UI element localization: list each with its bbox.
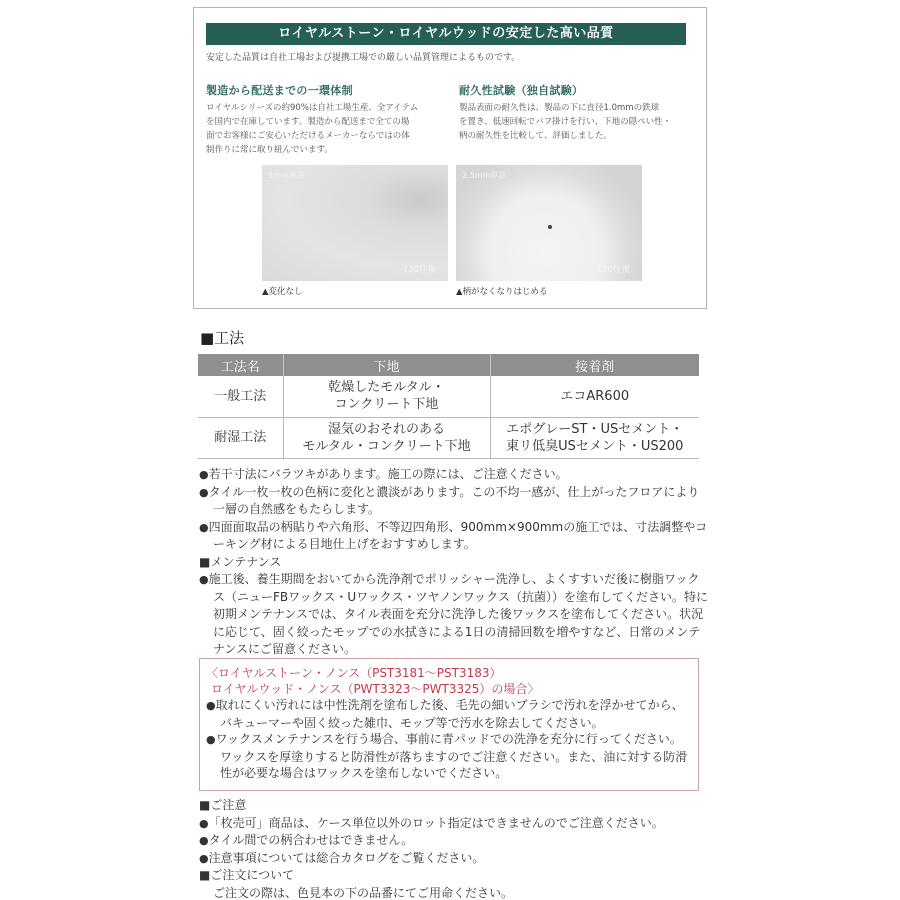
manufacturing-text: ロイヤルシリーズの約90%は自社工場生産、全アイテム を国内で在庫しています。製造から配送まで全ての場 面でお客様にご安心いただけるメーカーならではの体 制作りに常に取り組んでいます。: [206, 103, 419, 155]
bullet-icon: [206, 698, 216, 712]
method-section-title: ■工法: [200, 329, 245, 347]
caution-item: ● タイル間での柄合わせはできません。: [199, 832, 709, 850]
caution-item: ● 「枚売可」商品は、ケース単位以外のロット指定はできませんのでご注意ください。: [199, 815, 709, 833]
header-base: 下地: [283, 354, 490, 376]
manufacturing-heading: 製造から配送までの一環体制: [206, 84, 353, 97]
order-text: ご注文の際は、色見本の下の品番にてご用命ください。: [213, 885, 514, 900]
adhesive-cell: エコAR600: [490, 376, 699, 417]
header-adhesive: 接着剤: [490, 354, 699, 376]
maintenance-title: ■メンテナンス: [199, 554, 282, 569]
durability-heading: 耐久性試験（独自試験）: [459, 84, 584, 97]
sample-cycles-label: 130往復: [596, 265, 630, 275]
quality-panel: [193, 7, 707, 309]
maintenance-item: ● 施工後、養生期間をおいてから洗浄剤でポリッシャー洗浄し、よくすすいだ後に樹脂ワックス（ニューFBワックス・Uワックス・ツヤノンワックス（抗菌））を塗布してください。特に初期メンテナンスでは、タイル表面を充分に洗浄した後ワックスを塗布してください。状況に応じて、固く絞ったモップでの水拭きによる1日の清掃回数を増やすなど、日常のメンテナンスにご留意ください。: [199, 571, 709, 659]
manufacturing-column: [206, 82, 436, 157]
nonslip-title-line1: 〈ロイヤルストーン・ノンス（PST3181～PST3183）: [206, 666, 502, 680]
sample-thickness-label: 3mm厚品: [268, 171, 305, 180]
adhesive-cell: エポグレーST・USセメント・ 東リ低臭USセメント・US200: [490, 417, 699, 458]
bullet-icon: [199, 520, 209, 534]
table-header-row: [198, 354, 699, 376]
bullet-icon: [199, 833, 209, 847]
sample-image-2-5mm: [456, 165, 642, 281]
base-cell: 乾燥したモルタル・ コンクリート下地: [283, 376, 490, 417]
nonslip-title-line2: ロイヤルウッド・ノンス（PWT3323～PWT3325）の場合〉: [211, 682, 540, 696]
bullet-icon: [199, 816, 209, 830]
method-name-cell: 耐湿工法: [198, 417, 283, 458]
method-table: [198, 354, 699, 459]
nonslip-item: ● 取れにくい汚れには中性洗剤を塗布した後、毛先の細いブラシで汚れを浮かせてから、バキューマーや固く絞った雑巾、モップ等で汚水を除去してください。: [206, 697, 692, 731]
order-title: ■ご注文について: [199, 868, 295, 882]
base-cell: 湿気のおそれのある モルタル・コンクリート下地: [283, 417, 490, 458]
nonslip-item: ● ワックスメンテナンスを行う場合、事前に青パッドでの洗浄を充分に行ってください。ワックスを厚塗りすると防滑性が落ちますのでご注意ください。また、油に対する防滑性が必要な場合はワックスを塗布しないでください。: [206, 731, 692, 782]
bullet-icon: [199, 485, 209, 499]
sample-thickness-label: 2.5mm厚品: [462, 171, 507, 180]
quality-subtitle: 安定した品質は自社工場および提携工場での厳しい品質管理によるものです。: [206, 53, 521, 63]
sample-caption-2-5mm: ▲柄がなくなりはじめる: [456, 287, 548, 297]
caution-section: [199, 797, 709, 900]
note-item: ● タイル一枚一枚の色柄に変化と濃淡があります。この不均一感が、仕上がったフロアにより一層の自然感をもたらします。: [199, 484, 709, 519]
bullet-icon: [199, 851, 209, 865]
table-row: [198, 376, 699, 417]
nonslip-maintenance-box: [199, 658, 699, 791]
table-row: [198, 417, 699, 458]
note-item: ● 若干寸法にバラツキがあります。施工の際には、ご注意ください。: [199, 466, 709, 484]
wear-spot: [548, 225, 552, 229]
method-name-cell: 一般工法: [198, 376, 283, 417]
durability-text: 製品表面の耐久性は、製品の下に直径1.0mmの鉄球 を置き、低速回転でバフ掛けを行い、下地の隠ぺい性・ 柄の耐久性を比較して、評価しました。: [459, 103, 672, 141]
header-method-name: 工法名: [198, 354, 283, 376]
sample-cycles-label: 130往復: [402, 265, 436, 275]
durability-column: [459, 82, 689, 143]
quality-banner: ロイヤルストーン・ロイヤルウッドの安定した高い品質: [206, 23, 686, 45]
caution-item: ● 注意事項については総合カタログをご覧ください。: [199, 850, 709, 868]
sample-caption-3mm: ▲変化なし: [262, 287, 303, 297]
note-item: ● 四面面取品の柄貼りや六角形、不等辺四角形、900mm×900mmの施工では、寸法調整やコーキング材による目地仕上げをおすすめします。: [199, 519, 709, 554]
general-notes: [199, 466, 709, 659]
bullet-icon: [199, 467, 209, 481]
bullet-icon: [199, 572, 209, 586]
bullet-icon: [206, 732, 216, 746]
caution-title: ■ご注意: [199, 798, 247, 812]
sample-image-3mm: [262, 165, 448, 281]
